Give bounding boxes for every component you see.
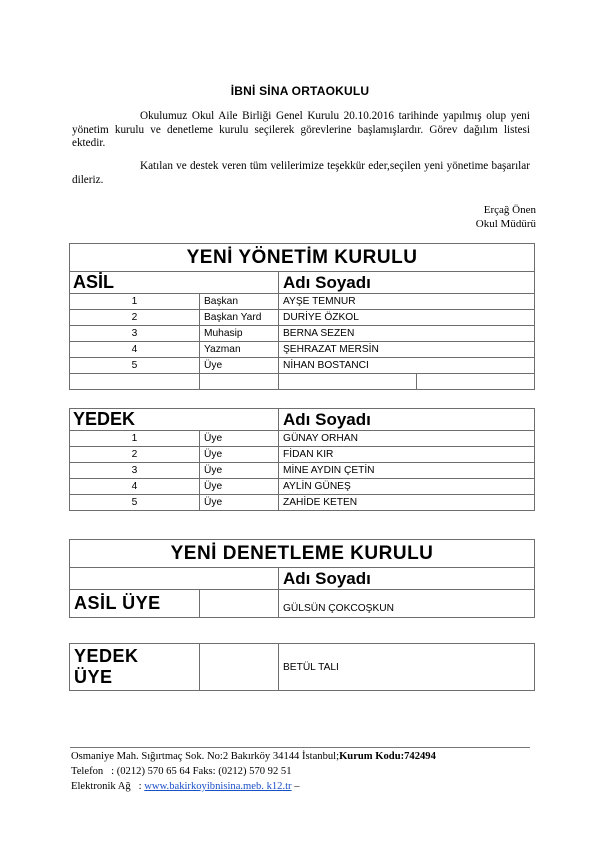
yonetim-title: YENİ YÖNETİM KURULU xyxy=(70,244,535,272)
signature-title: Okul Müdürü xyxy=(475,218,536,230)
table-row xyxy=(70,495,535,511)
footer-web-suffix: – xyxy=(291,781,300,792)
yedek-uye-label xyxy=(70,644,200,691)
table-row xyxy=(70,590,535,618)
yedek-uye-label-line2: ÜYE xyxy=(74,667,113,687)
school-title: İBNİ SİNA ORTAOKULU xyxy=(230,84,370,98)
row-role: Muhasip xyxy=(200,326,279,342)
footer-divider xyxy=(70,747,530,748)
table-title-row xyxy=(70,244,535,272)
table-row xyxy=(70,447,535,463)
denetleme-title: YENİ DENETLEME KURULU xyxy=(70,540,535,568)
row-name: AYLİN GÜNEŞ xyxy=(279,479,535,495)
yedek-label: YEDEK xyxy=(70,409,279,431)
asil-uye-label: ASİL ÜYE xyxy=(70,590,200,618)
empty-cell xyxy=(200,590,279,618)
denetleme-asil-table xyxy=(69,539,535,618)
empty-cell xyxy=(70,568,279,590)
row-name: AYŞE TEMNUR xyxy=(279,294,535,310)
empty-cell xyxy=(200,644,279,691)
thanks-paragraph: Katılan ve destek veren tüm velilerimize teşekkür eder,seçilen yeni yönetime başarılar dileriz. xyxy=(72,160,530,186)
row-number: 3 xyxy=(70,463,200,479)
row-role: Üye xyxy=(200,479,279,495)
row-role: Üye xyxy=(200,358,279,374)
name-header: Adı Soyadı xyxy=(279,568,535,590)
asil-uye-name: GÜLSÜN ÇOKCOŞKUN xyxy=(279,590,535,618)
row-name: BERNA SEZEN xyxy=(279,326,535,342)
row-name: FİDAN KIR xyxy=(279,447,535,463)
row-number: 4 xyxy=(70,479,200,495)
row-name: GÜNAY ORHAN xyxy=(279,431,535,447)
row-number: 1 xyxy=(70,431,200,447)
empty-cell xyxy=(417,374,535,390)
row-name: MİNE AYDIN ÇETİN xyxy=(279,463,535,479)
website-link[interactable]: www.bakirkoyibnisina.meb. k12.tr xyxy=(144,781,292,792)
table-row xyxy=(70,294,535,310)
table-row xyxy=(70,326,535,342)
table-row xyxy=(70,644,535,691)
table-row xyxy=(70,310,535,326)
row-number: 2 xyxy=(70,447,200,463)
table-header-row xyxy=(70,409,535,431)
empty-cell xyxy=(279,374,417,390)
table-header-row xyxy=(70,272,535,294)
signature-name: Erçağ Önen xyxy=(483,204,536,216)
table-header-row xyxy=(70,568,535,590)
table-row xyxy=(70,479,535,495)
row-number: 4 xyxy=(70,342,200,358)
yedek-uye-name: BETÜL TALI xyxy=(279,644,535,691)
name-header: Adı Soyadı xyxy=(279,409,535,431)
footer-web-label: Elektronik Ağ : xyxy=(71,781,145,792)
empty-cell xyxy=(70,374,200,390)
footer-address-line xyxy=(71,750,436,763)
row-number: 1 xyxy=(70,294,200,310)
asil-label: ASİL xyxy=(70,272,279,294)
table-row xyxy=(70,463,535,479)
row-number: 3 xyxy=(70,326,200,342)
empty-row xyxy=(70,374,535,390)
row-name: NİHAN BOSTANCI xyxy=(279,358,535,374)
yonetim-asil-table xyxy=(69,243,535,390)
table-row xyxy=(70,342,535,358)
name-header: Adı Soyadı xyxy=(279,272,535,294)
table-row xyxy=(70,431,535,447)
footer-phone: Telefon : (0212) 570 65 64 Faks: (0212) 570 92 51 xyxy=(71,766,292,777)
row-name: DURİYE ÖZKOL xyxy=(279,310,535,326)
table-row xyxy=(70,358,535,374)
row-name: ZAHİDE KETEN xyxy=(279,495,535,511)
announcement-paragraph: Okulumuz Okul Aile Birliği Genel Kurulu 20.10.2016 tarihinde yapılmış olup yeni yönetim kurulu ve denetleme kurulu seçilerek görevlerine başlamışlardır. Görev dağılım listesi ektedir. xyxy=(72,110,530,149)
row-role: Üye xyxy=(200,447,279,463)
yonetim-yedek-table xyxy=(69,408,535,511)
footer-address: Osmaniye Mah. Sığırtmaç Sok. No:2 Bakırköy 34144 İstanbul; xyxy=(71,751,340,762)
footer-web-line xyxy=(71,780,300,793)
footer-kurum-kodu: Kurum Kodu:742494 xyxy=(339,751,436,762)
yedek-uye-label-line1: YEDEK xyxy=(74,646,139,666)
row-role: Üye xyxy=(200,431,279,447)
denetleme-yedek-table xyxy=(69,643,535,691)
row-name: ŞEHRAZAT MERSİN xyxy=(279,342,535,358)
table-title-row xyxy=(70,540,535,568)
row-role: Başkan xyxy=(200,294,279,310)
row-role: Üye xyxy=(200,463,279,479)
row-number: 2 xyxy=(70,310,200,326)
row-role: Yazman xyxy=(200,342,279,358)
row-number: 5 xyxy=(70,358,200,374)
row-role: Üye xyxy=(200,495,279,511)
row-role: Başkan Yard xyxy=(200,310,279,326)
empty-cell xyxy=(200,374,279,390)
row-number: 5 xyxy=(70,495,200,511)
